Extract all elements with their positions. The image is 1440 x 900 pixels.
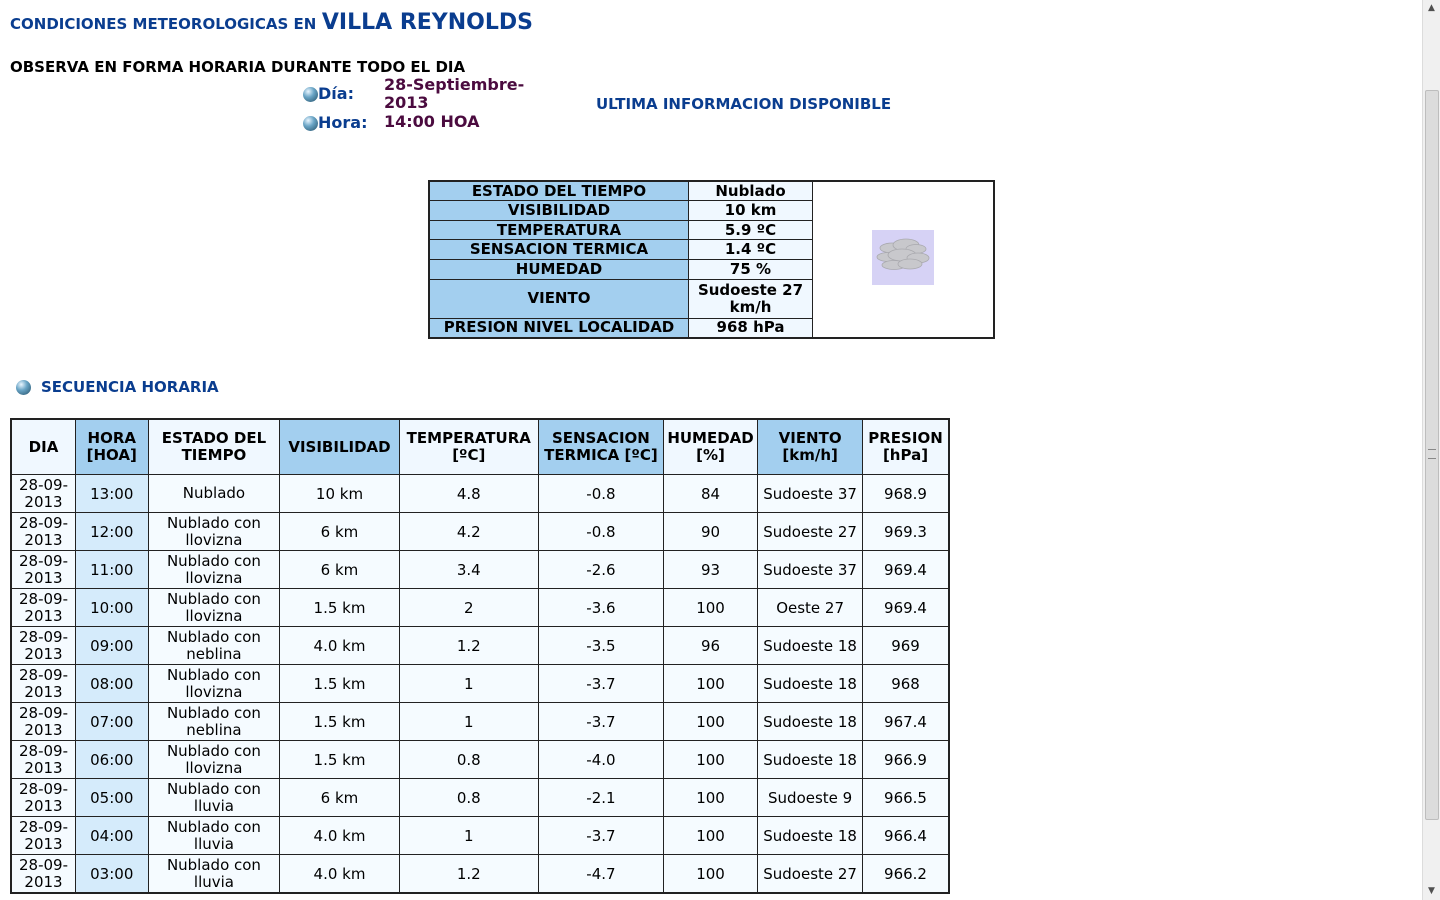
table-cell: Nublado con llovizna: [148, 551, 280, 589]
table-cell: 6 km: [280, 551, 399, 589]
table-cell: 12:00: [76, 513, 148, 551]
table-cell: 13:00: [76, 475, 148, 513]
current-value: 1.4 ºC: [689, 240, 813, 260]
current-label: PRESION NIVEL LOCALIDAD: [429, 318, 689, 338]
location-name: VILLA REYNOLDS: [321, 10, 533, 35]
table-cell: 966.9: [863, 741, 949, 779]
table-cell: -2.6: [538, 551, 663, 589]
table-cell: 968.9: [863, 475, 949, 513]
table-row: [11, 817, 949, 855]
table-cell: 28-09-2013: [11, 817, 76, 855]
column-header: DIA: [11, 419, 76, 475]
column-header: HORA [HOA]: [76, 419, 148, 475]
table-row: [11, 551, 949, 589]
table-cell: 28-09-2013: [11, 855, 76, 894]
hora-label: Hora:: [318, 113, 368, 132]
table-cell: 10:00: [76, 589, 148, 627]
vertical-scrollbar[interactable]: [1422, 0, 1440, 900]
hora-value: 14:00 HOA: [384, 112, 480, 131]
table-cell: -3.7: [538, 703, 663, 741]
table-cell: Nublado con llovizna: [148, 513, 280, 551]
section-title: [16, 378, 219, 396]
table-cell: 967.4: [863, 703, 949, 741]
table-cell: 2: [399, 589, 538, 627]
table-cell: Oeste 27: [758, 589, 863, 627]
column-header: SENSACION TERMICA [ºC]: [538, 419, 663, 475]
table-cell: 03:00: [76, 855, 148, 894]
table-cell: 1.5 km: [280, 741, 399, 779]
table-cell: 969: [863, 627, 949, 665]
table-cell: -4.7: [538, 855, 663, 894]
table-cell: 100: [663, 665, 757, 703]
table-cell: 100: [663, 589, 757, 627]
current-label: ESTADO DEL TIEMPO: [429, 181, 689, 201]
table-cell: 1.2: [399, 855, 538, 894]
table-cell: Sudoeste 27: [758, 513, 863, 551]
table-cell: 08:00: [76, 665, 148, 703]
table-row: [11, 589, 949, 627]
current-value: Nublado: [689, 181, 813, 201]
grip-icon: [1428, 449, 1436, 459]
table-cell: 28-09-2013: [11, 703, 76, 741]
table-cell: 6 km: [280, 513, 399, 551]
table-cell: -3.6: [538, 589, 663, 627]
table-row: [11, 703, 949, 741]
current-label: HUMEDAD: [429, 260, 689, 280]
table-cell: 05:00: [76, 779, 148, 817]
table-cell: 10 km: [280, 475, 399, 513]
table-cell: Nublado con llovizna: [148, 665, 280, 703]
table-row: [11, 665, 949, 703]
table-cell: 28-09-2013: [11, 551, 76, 589]
table-cell: 28-09-2013: [11, 741, 76, 779]
table-cell: Nublado: [148, 475, 280, 513]
current-label: TEMPERATURA: [429, 220, 689, 240]
table-cell: 04:00: [76, 817, 148, 855]
bullet-ball-icon: [303, 87, 318, 102]
current-value: 5.9 ºC: [689, 220, 813, 240]
table-cell: 1.5 km: [280, 703, 399, 741]
table-cell: 100: [663, 703, 757, 741]
table-cell: Sudoeste 18: [758, 703, 863, 741]
table-cell: Nublado con neblina: [148, 627, 280, 665]
table-cell: -4.0: [538, 741, 663, 779]
dia-row: [303, 84, 354, 103]
table-cell: 1: [399, 817, 538, 855]
current-conditions-table: [428, 180, 995, 339]
table-row: [11, 855, 949, 894]
column-header: VIENTO [km/h]: [758, 419, 863, 475]
table-cell: 0.8: [399, 779, 538, 817]
table-cell: 969.4: [863, 589, 949, 627]
table-row: [11, 779, 949, 817]
bullet-ball-icon: [16, 380, 31, 395]
table-cell: Sudoeste 27: [758, 855, 863, 894]
page-title: [10, 10, 533, 35]
column-header: ESTADO DEL TIEMPO: [148, 419, 280, 475]
current-label: VISIBILIDAD: [429, 201, 689, 221]
table-cell: 100: [663, 741, 757, 779]
table-cell: 11:00: [76, 551, 148, 589]
table-cell: 28-09-2013: [11, 475, 76, 513]
table-cell: -3.7: [538, 665, 663, 703]
cloudy-weather-icon: [872, 230, 934, 285]
table-cell: -0.8: [538, 475, 663, 513]
table-cell: Sudoeste 9: [758, 779, 863, 817]
column-header: TEMPERATURA [ºC]: [399, 419, 538, 475]
weather-image-cell: [813, 181, 995, 338]
table-cell: 28-09-2013: [11, 627, 76, 665]
table-cell: Sudoeste 37: [758, 551, 863, 589]
table-cell: 28-09-2013: [11, 589, 76, 627]
table-cell: Nublado con lluvia: [148, 817, 280, 855]
table-cell: 4.0 km: [280, 627, 399, 665]
table-row: [11, 475, 949, 513]
table-cell: 96: [663, 627, 757, 665]
table-cell: 28-09-2013: [11, 513, 76, 551]
hourly-sequence-table: [10, 418, 950, 894]
table-cell: 06:00: [76, 741, 148, 779]
table-cell: -0.8: [538, 513, 663, 551]
section-title-text: SECUENCIA HORARIA: [41, 378, 219, 396]
table-cell: 966.5: [863, 779, 949, 817]
dia-label: Día:: [318, 84, 354, 103]
table-cell: Nublado con lluvia: [148, 779, 280, 817]
table-cell: 1.2: [399, 627, 538, 665]
column-header: PRESION [hPa]: [863, 419, 949, 475]
table-cell: 07:00: [76, 703, 148, 741]
table-cell: 100: [663, 817, 757, 855]
table-cell: Nublado con lluvia: [148, 855, 280, 894]
table-cell: 969.4: [863, 551, 949, 589]
table-cell: 1: [399, 665, 538, 703]
bullet-ball-icon: [303, 116, 318, 131]
table-cell: 966.4: [863, 817, 949, 855]
scrollbar-thumb[interactable]: [1425, 90, 1439, 820]
table-cell: Sudoeste 18: [758, 665, 863, 703]
table-cell: Nublado con llovizna: [148, 589, 280, 627]
table-row: [11, 513, 949, 551]
table-cell: 6 km: [280, 779, 399, 817]
current-row: [429, 181, 994, 201]
column-header: HUMEDAD [%]: [663, 419, 757, 475]
dia-value: 28-Septiembre-2013: [384, 75, 525, 112]
hora-row: [303, 113, 367, 132]
table-row: [11, 741, 949, 779]
current-value: 968 hPa: [689, 318, 813, 338]
current-value: Sudoeste 27 km/h: [689, 279, 813, 318]
table-cell: 4.2: [399, 513, 538, 551]
table-cell: 84: [663, 475, 757, 513]
table-cell: 100: [663, 779, 757, 817]
table-cell: -3.5: [538, 627, 663, 665]
table-cell: Nublado con neblina: [148, 703, 280, 741]
table-row: [11, 627, 949, 665]
table-cell: Sudoeste 18: [758, 741, 863, 779]
table-cell: Nublado con llovizna: [148, 741, 280, 779]
table-cell: 4.0 km: [280, 817, 399, 855]
page-subtitle: OBSERVA EN FORMA HORARIA DURANTE TODO EL DIA: [10, 58, 466, 76]
table-cell: 4.0 km: [280, 855, 399, 894]
table-cell: Sudoeste 18: [758, 627, 863, 665]
table-cell: 3.4: [399, 551, 538, 589]
table-cell: Sudoeste 18: [758, 817, 863, 855]
table-cell: -3.7: [538, 817, 663, 855]
table-cell: 966.2: [863, 855, 949, 894]
current-value: 10 km: [689, 201, 813, 221]
ultima-info-link[interactable]: ULTIMA INFORMACION DISPONIBLE: [596, 95, 892, 113]
current-value: 75 %: [689, 260, 813, 280]
table-cell: 28-09-2013: [11, 665, 76, 703]
table-cell: 1: [399, 703, 538, 741]
table-cell: 0.8: [399, 741, 538, 779]
table-cell: 969.3: [863, 513, 949, 551]
table-cell: 4.8: [399, 475, 538, 513]
table-cell: 09:00: [76, 627, 148, 665]
title-prefix: CONDICIONES METEOROLOGICAS EN: [10, 15, 317, 33]
table-cell: 90: [663, 513, 757, 551]
column-header: VISIBILIDAD: [280, 419, 399, 475]
table-cell: 93: [663, 551, 757, 589]
table-cell: 28-09-2013: [11, 779, 76, 817]
table-cell: Sudoeste 37: [758, 475, 863, 513]
table-cell: 1.5 km: [280, 589, 399, 627]
scroll-up-icon[interactable]: ▲: [1428, 3, 1435, 13]
table-cell: 968: [863, 665, 949, 703]
table-cell: 100: [663, 855, 757, 894]
current-label: SENSACION TERMICA: [429, 240, 689, 260]
current-label: VIENTO: [429, 279, 689, 318]
scroll-down-icon[interactable]: ▼: [1428, 886, 1435, 896]
table-cell: 1.5 km: [280, 665, 399, 703]
table-cell: -2.1: [538, 779, 663, 817]
